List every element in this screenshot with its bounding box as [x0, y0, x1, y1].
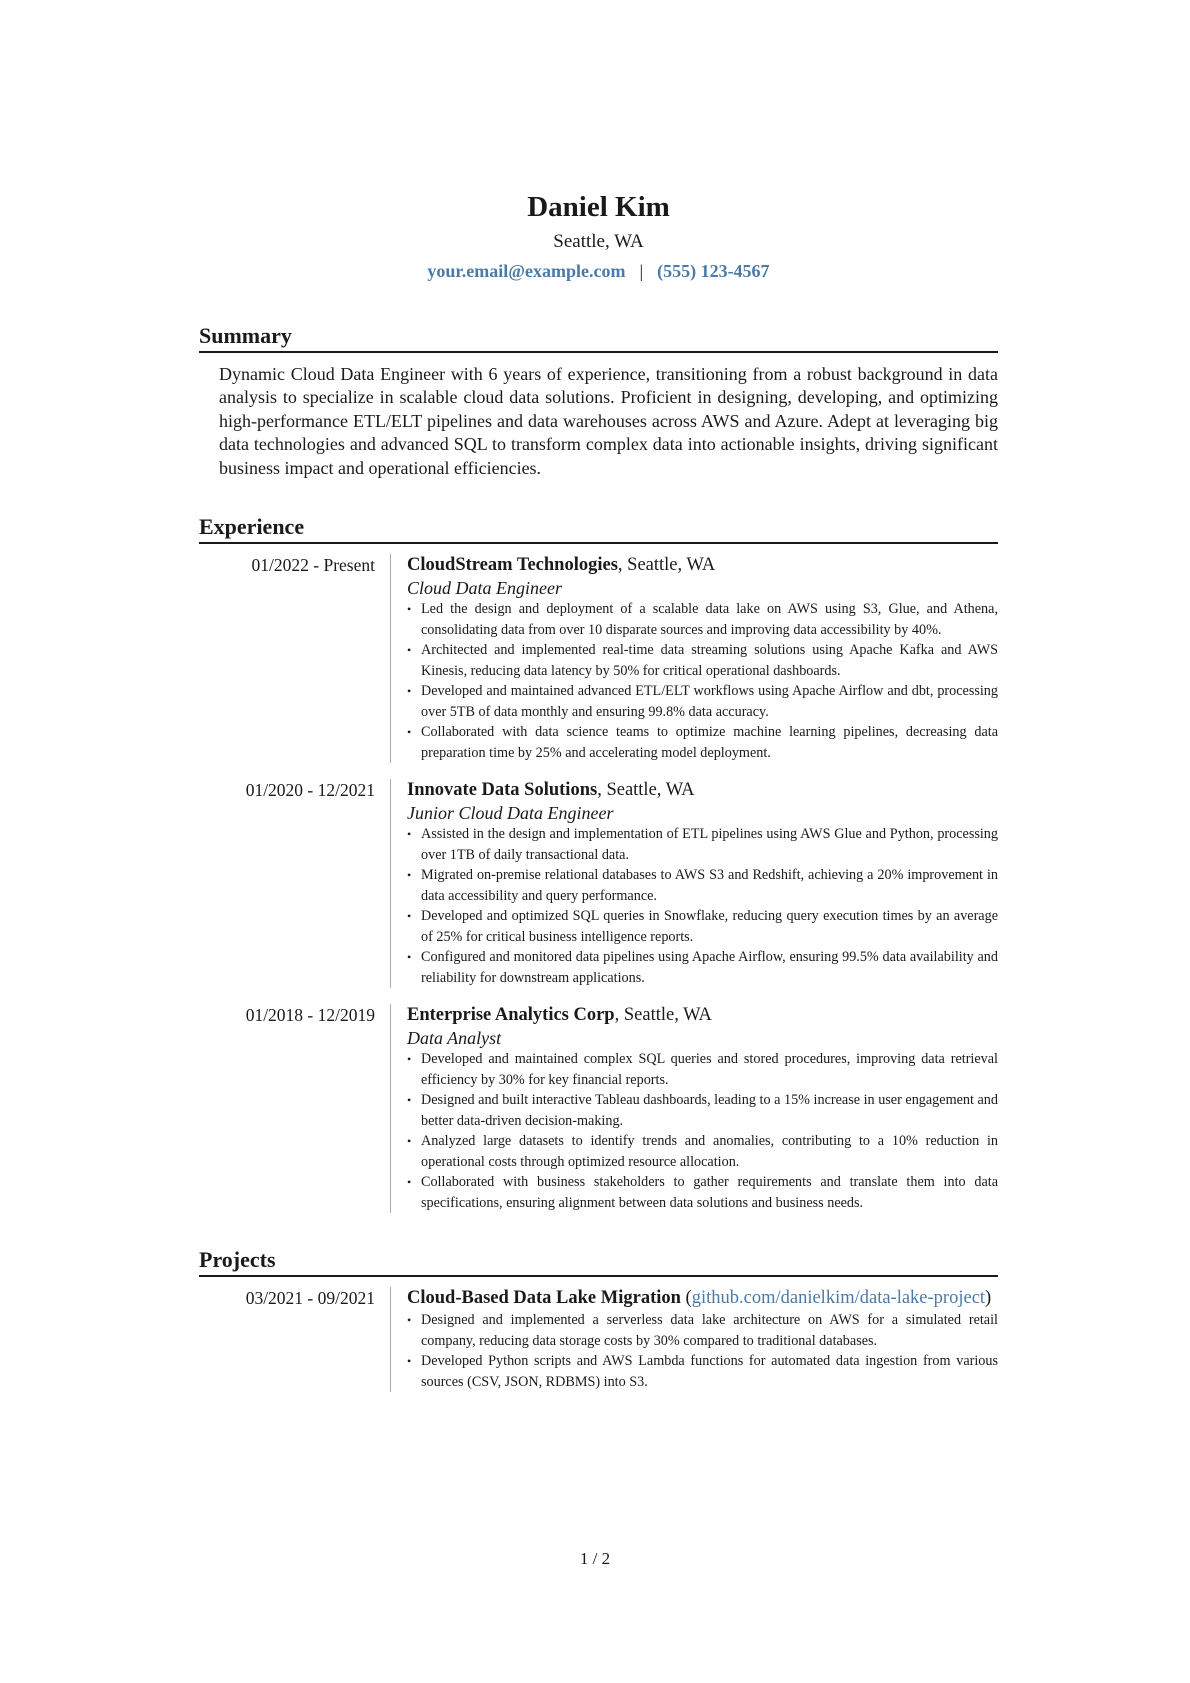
email-link[interactable]: your.email@example.com — [427, 261, 626, 281]
projects-section — [199, 1246, 998, 1392]
experience-section — [199, 513, 998, 1213]
bullet-item: • Led the design and deployment of a scalable data lake on AWS using S3, Glue, and Athena, consolidating data from over 10 disparate sources and improving data accessibility by 40%. — [407, 599, 998, 640]
org-line — [407, 554, 998, 577]
entry-body — [390, 1004, 998, 1213]
entry-body — [390, 1287, 998, 1392]
experience-entry — [199, 779, 998, 988]
candidate-location: Seattle, WA — [553, 231, 644, 252]
project-name: Cloud-Based Data Lake Migration — [407, 1288, 681, 1309]
bullet-item: • Developed Python scripts and AWS Lambda functions for automated data ingestion from various sources (CSV, JSON, RDBMS) into S3. — [407, 1351, 998, 1392]
section-title-experience: Experience — [199, 513, 998, 544]
project-title-line — [407, 1287, 998, 1310]
summary-text: Dynamic Cloud Data Engineer with 6 years of experience, transitioning from a robust background in data analysis to specialize in scalable cloud data solutions. Proficient in designing, developing, and optimizing high-performance ETL/ELT pipelines and data warehouses across AWS and Azure. Adept at leveraging big data technologies and advanced SQL to transform complex data into actionable insights, driving significant business impact and operational efficiencies. — [219, 364, 998, 478]
resume-page — [199, 190, 998, 1392]
job-title: Junior Cloud Data Engineer — [407, 803, 614, 824]
org-line — [407, 1004, 998, 1027]
link-paren-close: ) — [985, 1288, 992, 1309]
bullet-item: • Designed and implemented a serverless data lake architecture on AWS for a simulated retail company, reducing data storage costs by 30% compared to traditional databases. — [407, 1310, 998, 1351]
company-name: CloudStream Technologies — [407, 555, 618, 576]
bullet-item: • Developed and maintained advanced ETL/ELT workflows using Apache Airflow and dbt, processing over 5TB of data monthly and ensuring 99.8% data accuracy. — [407, 681, 998, 722]
bullet-list — [407, 1310, 998, 1392]
company-name: Enterprise Analytics Corp — [407, 1005, 615, 1026]
bullet-item: • Configured and monitored data pipelines using Apache Airflow, ensuring 99.5% data availability and reliability for downstream applications. — [407, 947, 998, 988]
link-paren-open: ( — [680, 1288, 692, 1309]
job-title: Data Analyst — [407, 1028, 502, 1049]
page-number: 1 / 2 — [579, 1549, 611, 1568]
entry-date: 01/2018 - 12/2019 — [245, 1005, 375, 1026]
bullet-item: • Developed and maintained complex SQL queries and stored procedures, improving data retrieval efficiency by 30% for key financial reports. — [407, 1049, 998, 1090]
company-location: , Seattle, WA — [617, 555, 716, 576]
bullet-list — [407, 599, 998, 763]
experience-entry — [199, 1004, 998, 1213]
bullet-list — [407, 1049, 998, 1213]
bullet-item: • Migrated on-premise relational databases to AWS S3 and Redshift, achieving a 20% improvement in data accessibility and query performance. — [407, 865, 998, 906]
entry-date: 01/2020 - 12/2021 — [245, 780, 375, 801]
org-line — [407, 779, 998, 802]
entry-body — [390, 779, 998, 988]
bullet-item: • Assisted in the design and implementation of ETL pipelines using AWS Glue and Python, processing over 1TB of daily transactional data. — [407, 824, 998, 865]
bullet-item: • Collaborated with data science teams to optimize machine learning pipelines, decreasing data preparation time by 25% and accelerating model deployment. — [407, 722, 998, 763]
company-location: , Seattle, WA — [597, 780, 695, 801]
summary-section — [199, 322, 998, 480]
bullet-list — [407, 824, 998, 988]
entry-body — [390, 554, 998, 763]
experience-entry — [199, 554, 998, 763]
contact-separator: | — [639, 261, 644, 281]
entry-date: 01/2022 - Present — [251, 555, 375, 576]
section-title-projects: Projects — [199, 1246, 998, 1277]
candidate-name: Daniel Kim — [527, 191, 670, 223]
resume-header — [199, 190, 998, 283]
project-entry — [199, 1287, 998, 1392]
phone-link[interactable]: (555) 123-4567 — [657, 261, 770, 281]
bullet-item: • Designed and built interactive Tableau dashboards, leading to a 15% increase in user engagement and better data-driven decision-making. — [407, 1090, 998, 1131]
section-title-summary: Summary — [199, 322, 998, 353]
bullet-item: • Analyzed large datasets to identify trends and anomalies, contributing to a 10% reduction in operational costs through optimized resource allocation. — [407, 1131, 998, 1172]
job-title: Cloud Data Engineer — [407, 578, 562, 599]
bullet-item: • Collaborated with business stakeholders to gather requirements and translate them into data specifications, ensuring alignment between data solutions and business needs. — [407, 1172, 998, 1213]
project-link[interactable]: github.com/danielkim/data-lake-project — [691, 1288, 986, 1309]
bullet-item: • Architected and implemented real-time data streaming solutions using Apache Kafka and AWS Kinesis, reducing data latency by 50% for critical operational dashboards. — [407, 640, 998, 681]
company-location: , Seattle, WA — [614, 1005, 712, 1026]
contact-line — [199, 259, 998, 283]
entry-date: 03/2021 - 09/2021 — [245, 1288, 375, 1309]
company-name: Innovate Data Solutions — [407, 780, 598, 801]
bullet-item: • Developed and optimized SQL queries in Snowflake, reducing query execution times by an average of 25% for critical business intelligence reports. — [407, 906, 998, 947]
